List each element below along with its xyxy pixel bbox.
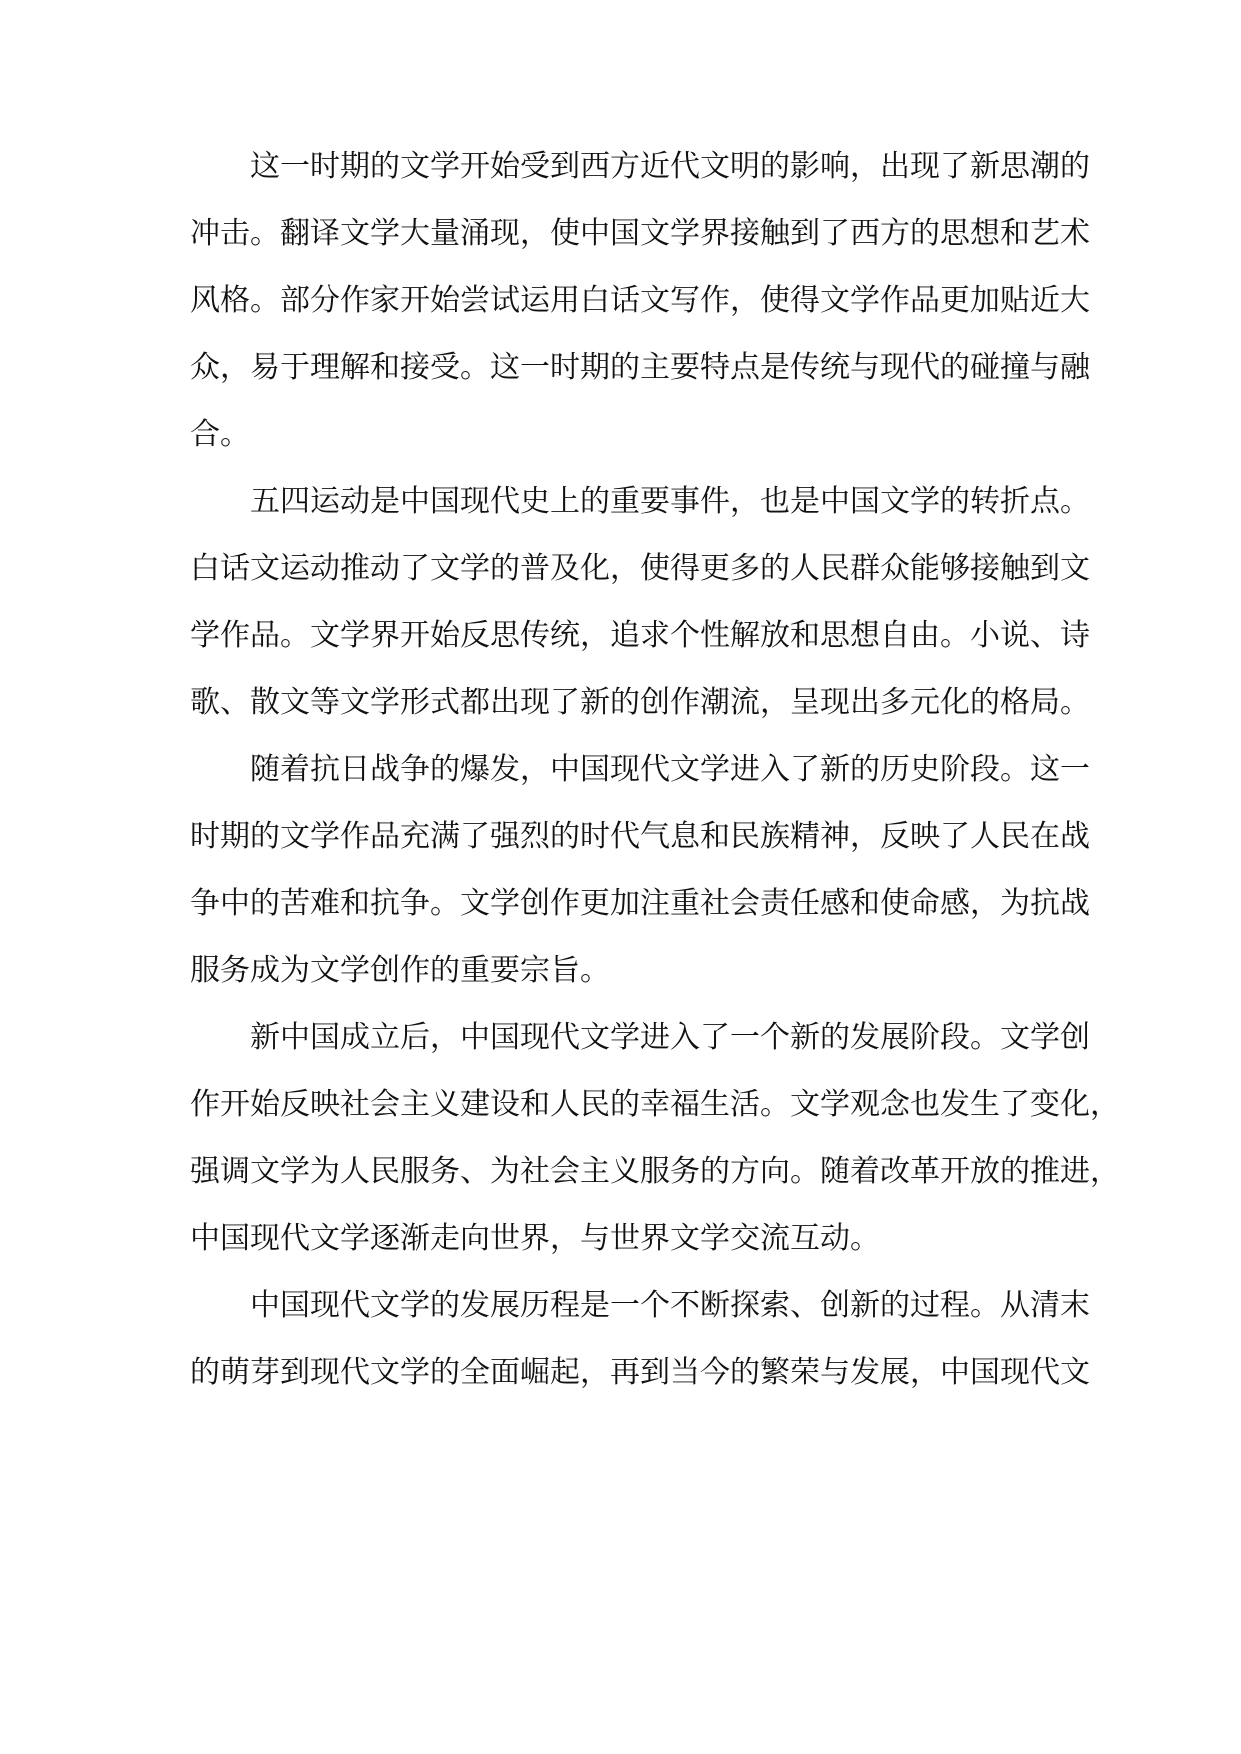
paragraph-2-line-4: 歌、散文等文学形式都出现了新的创作潮流，呈现出多元化的格局。 — [190, 685, 1090, 720]
paragraph-1-line-2: 冲击。翻译文学大量涌现，使中国文学界接触到了西方的思想和艺术 — [190, 216, 1090, 251]
paragraph-3-line-1: 随着抗日战争的爆发，中国现代文学进入了新的历史阶段。这一 — [250, 752, 1090, 787]
paragraph-2-line-3: 学作品。文学界开始反思传统，追求个性解放和思想自由。小说、诗 — [190, 618, 1090, 653]
paragraph-1-line-4: 众，易于理解和接受。这一时期的主要特点是传统与现代的碰撞与融 — [190, 350, 1090, 385]
paragraph-4-line-4: 中国现代文学逐渐走向世界，与世界文学交流互动。 — [190, 1221, 880, 1256]
paragraph-1-line-3: 风格。部分作家开始尝试运用白话文写作，使得文学作品更加贴近大 — [190, 283, 1090, 318]
paragraph-3-line-3: 争中的苦难和抗争。文学创作更加注重社会责任感和使命感，为抗战 — [190, 886, 1090, 921]
paragraph-3-line-4: 服务成为文学创作的重要宗旨。 — [190, 953, 610, 988]
paragraph-4-line-1: 新中国成立后，中国现代文学进入了一个新的发展阶段。文学创 — [250, 1020, 1090, 1055]
paragraph-3-line-2: 时期的文学作品充满了强烈的时代气息和民族精神，反映了人民在战 — [190, 819, 1090, 854]
paragraph-1-line-5: 合。 — [190, 417, 250, 452]
paragraph-5-line-1: 中国现代文学的发展历程是一个不断探索、创新的过程。从清末 — [250, 1288, 1090, 1323]
paragraph-5-line-2: 的萌芽到现代文学的全面崛起，再到当今的繁荣与发展，中国现代文 — [190, 1355, 1090, 1390]
paragraph-4-line-3: 强调文学为人民服务、为社会主义服务的方向。随着改革开放的推进， — [190, 1154, 1120, 1189]
paragraph-2-line-2: 白话文运动推动了文学的普及化，使得更多的人民群众能够接触到文 — [190, 551, 1090, 586]
paragraph-1-line-1: 这一时期的文学开始受到西方近代文明的影响，出现了新思潮的 — [250, 149, 1090, 184]
paragraph-4-line-2: 作开始反映社会主义建设和人民的幸福生活。文学观念也发生了变化， — [190, 1087, 1120, 1122]
paragraph-2-line-1: 五四运动是中国现代史上的重要事件，也是中国文学的转折点。 — [250, 484, 1090, 519]
